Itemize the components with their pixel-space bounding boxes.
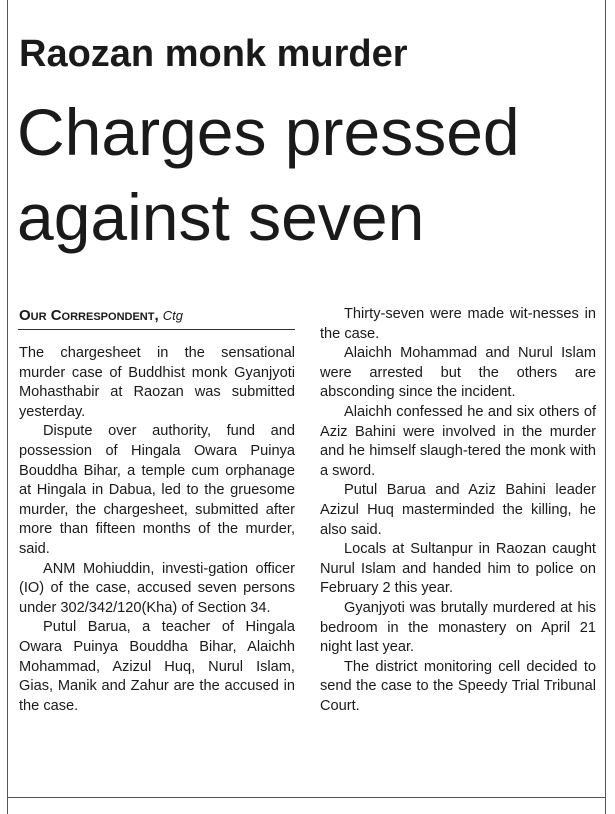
paragraph: Alaichh Mohammad and Nurul Islam were arrested but the others are absconding since the incident. (320, 345, 596, 401)
headline-line-2: against seven (17, 180, 425, 254)
paragraph: Putul Barua, a teacher of Hingala Owara Puinya Bouddha Bihar, Alaichh Mohammad, Azizul Huq, Nurul Islam, Gias, Manik and Zahur are the accused in the case. (19, 619, 295, 714)
byline-rule (18, 329, 295, 330)
paragraph: The chargesheet in the sensational murder case of Buddhist monk Gyanjyoti Mohasthabir at Raozan was submitted yesterday. (19, 345, 295, 420)
left-column (19, 344, 295, 716)
paragraph: Gyanjyoti was brutally murdered at his bedroom in the monastery on April 21 night last year. (320, 599, 596, 656)
paragraph: ANM Mohiuddin, investi-gation officer (IO) of the case, accused seven persons under 302/342/120(Kha) of Section 34. (19, 560, 295, 616)
headline-line-1: Charges pressed (17, 95, 520, 169)
byline-name: Our Correspondent, (19, 307, 159, 324)
paragraph: Putul Barua and Aziz Bahini leader Azizul Huq masterminded the killing, he also said. (320, 482, 596, 538)
paragraph: Alaichh confessed he and six others of Aziz Bahini were involved in the murder and he himself slaugh-tered the monk with a sword. (320, 403, 596, 479)
right-border-rule (605, 0, 606, 814)
byline (19, 306, 295, 326)
right-column (320, 305, 596, 716)
paragraph: Thirty-seven were made wit-nesses in the case. (320, 306, 596, 342)
paragraph: Locals at Sultanpur in Raozan caught Nurul Islam and handed him to police on February 2 this year. (320, 541, 596, 597)
byline-place: Ctg (162, 308, 184, 323)
bottom-border-rule (7, 797, 606, 798)
paragraph: Dispute over authority, fund and possession of Hingala Owara Puinya Bouddha Bihar, a temple cum orphanage at Hingala in Dabua, led to the gruesome murder, the chargesheet, submitted after more than fifteen months of the murder, said. (19, 423, 295, 557)
left-border-rule (7, 0, 8, 814)
kicker-heading: Raozan monk murder (19, 33, 408, 75)
paragraph: The district monitoring cell decided to send the case to the Speedy Trial Tribunal Court. (320, 658, 596, 714)
headline (17, 90, 520, 260)
